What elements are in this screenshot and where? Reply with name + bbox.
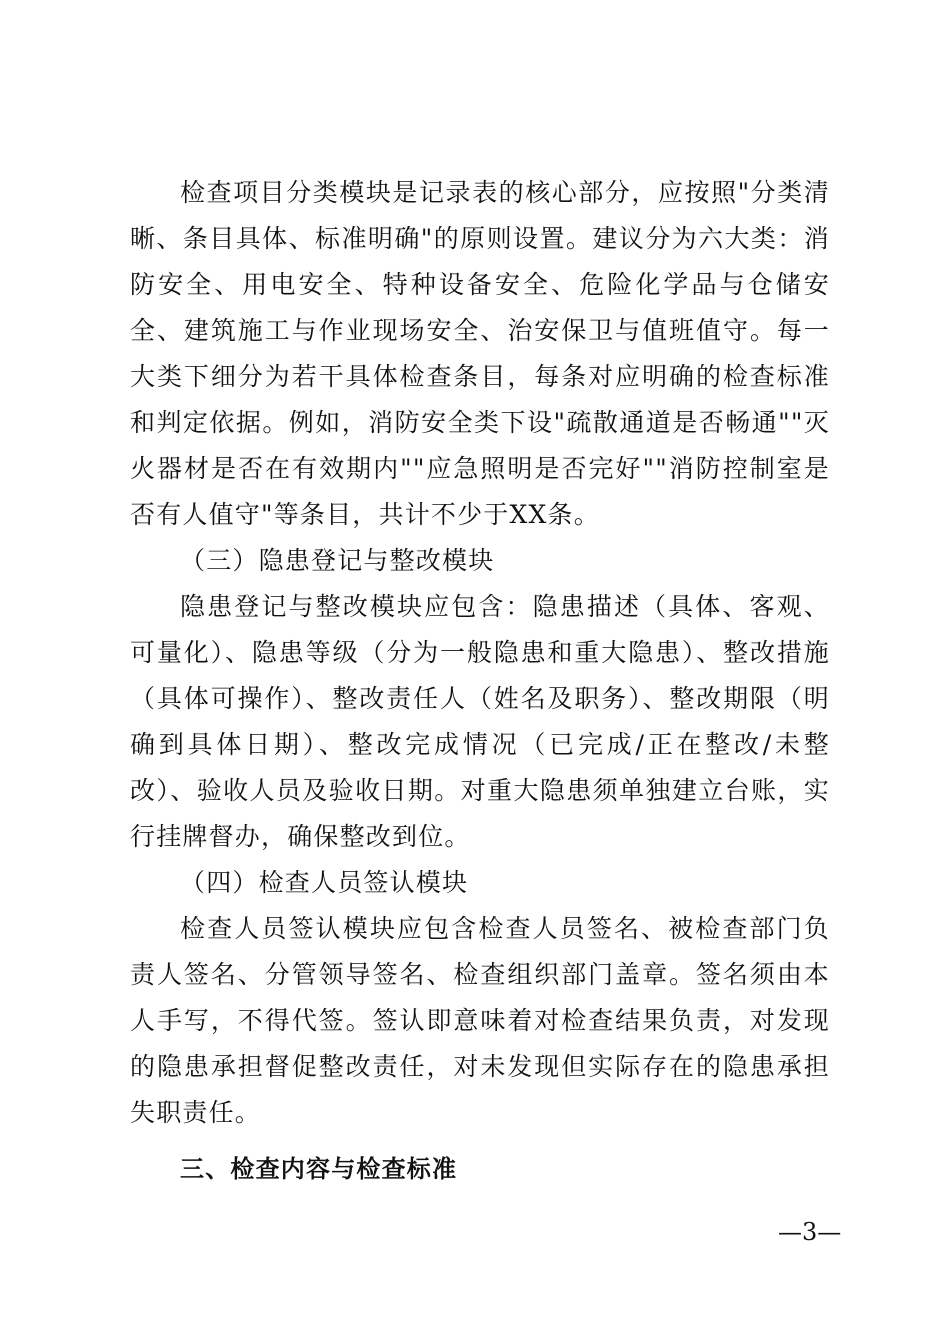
- paragraph-hazard-registration: 隐患登记与整改模块应包含：隐患描述（具体、客观、可量化）、隐患等级（分为一般隐患和重大隐患）、整改措施（具体可操作）、整改责任人（姓名及职务）、整改期限（明确到具体日期）、整改完成情况（已完成/正在整改/未整改）、验收人员及验收日期。对重大隐患须单独建立台账，实行挂牌督办，确保整改到位。: [130, 592, 830, 851]
- section-heading-inspection-content: 三、检查内容与检查标准: [180, 1155, 458, 1183]
- paragraph-inspector-signoff: 检查人员签认模块应包含检查人员签名、被检查部门负责人签名、分管领导签名、检查组织部门盖章。签名须由本人手写，不得代签。签认即意味着对检查结果负责，对发现的隐患承担督促整改责任，对未发现但实际存在的隐患承担失职责任。: [130, 914, 830, 1127]
- subheading-hazard-registration: （三）隐患登记与整改模块: [180, 546, 495, 575]
- subheading-inspector-signoff: （四）检查人员签认模块: [180, 868, 469, 897]
- page-number: —3—: [778, 1218, 842, 1246]
- document-body: [130, 170, 830, 1192]
- paragraph-category-module: 检查项目分类模块是记录表的核心部分，应按照"分类清晰、条目具体、标准明确"的原则设置。建议分为六大类：消防安全、用电安全、特种设备安全、危险化学品与仓储安全、建筑施工与作业现场安全、治安保卫与值班值守。每一大类下细分为若干具体检查条目，每条对应明确的检查标准和判定依据。例如，消防安全类下设"疏散通道是否畅通""灭火器材是否在有效期内""应急照明是否完好""消防控制室是否有人值守"等条目，共计不少于XX条。: [130, 178, 830, 529]
